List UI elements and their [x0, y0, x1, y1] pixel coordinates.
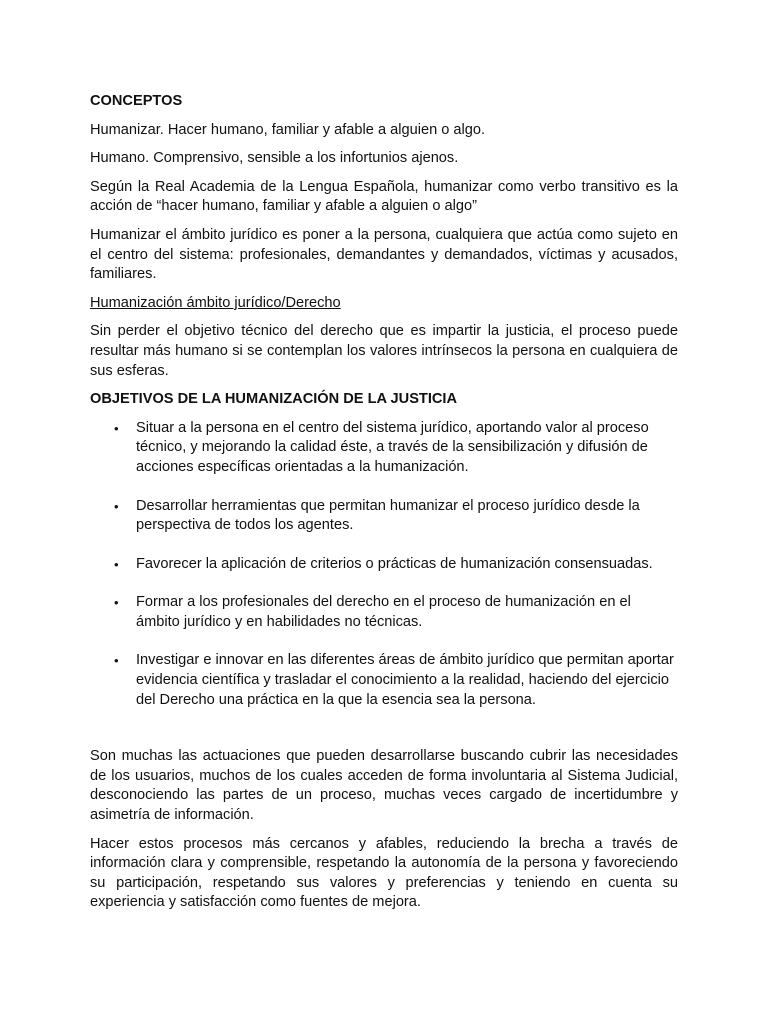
list-item — [90, 651, 678, 710]
bullet-icon: • — [114, 556, 119, 572]
heading-objectives: OBJETIVOS DE LA HUMANIZACIÓN DE LA JUSTICIA — [90, 391, 458, 408]
objective-text: Situar a la persona en el centro del sistema jurídico, aportando valor al proceso técnico, y mejorando la calidad éste, a través de la sensibilización y difusión de acciones específicas orientadas a la humanización. — [136, 419, 649, 475]
bullet-icon: • — [114, 420, 119, 436]
bullet-icon: • — [114, 595, 119, 611]
rae-paragraph: Según la Real Academia de la Lengua Española, humanizar como verbo transitivo es la acción de “hacer humano, familiar y afable a alguien o algo” — [90, 178, 678, 215]
actuaciones-paragraph: Son muchas las actuaciones que pueden desarrollarse buscando cubrir las necesidades de los usuarios, muchos de los cuales acceden de forma involuntaria al Sistema Judicial, desconociendo las partes de un proceso, muchas veces cargado de incertidumbre y asimetría de información. — [90, 748, 678, 824]
document-page — [90, 92, 678, 922]
ambito-juridico-paragraph: Humanizar el ámbito jurídico es poner a la persona, cualquiera que actúa como sujeto en el centro del sistema: profesionales, demandantes y demandados, víctimas y acusados, familiares. — [90, 226, 678, 283]
list-item — [90, 555, 678, 575]
definition-humanizar: Humanizar. Hacer humano, familiar y afable a alguien o algo. — [90, 121, 486, 138]
heading-concepts: CONCEPTOS — [90, 93, 183, 109]
objective-text: Favorecer la aplicación de criterios o prácticas de humanización consensuadas. — [136, 555, 653, 572]
objective-text: Formar a los profesionales del derecho en el proceso de humanización en el ámbito jurídico y en habilidades no técnicas. — [136, 594, 631, 630]
objective-text: Desarrollar herramientas que permitan humanizar el proceso jurídico desde la perspectiva de todos los agentes. — [136, 497, 640, 534]
bullet-icon: • — [114, 653, 119, 669]
bullet-icon: • — [114, 498, 119, 514]
list-item — [90, 419, 678, 478]
objectives-list — [90, 419, 678, 711]
definition-humano: Humano. Comprensivo, sensible a los infortunios ajenos. — [90, 150, 459, 167]
procesos-cercanos-paragraph: Hacer estos procesos más cercanos y afables, reduciendo la brecha a través de información clara y comprensible, respetando la autonomía de la persona y favoreciendo su participación, respetando sus valores y preferencias y teniendo en cuenta su experiencia y satisfacción como fuentes de mejora. — [90, 835, 678, 911]
list-item — [90, 497, 678, 536]
objetivo-tecnico-paragraph: Sin perder el objetivo técnico del derecho que es impartir la justicia, el proceso puede resultar más humano si se contemplan los valores intrínsecos la persona en cualquiera de sus esferas. — [90, 323, 678, 379]
objective-text: Investigar e innovar en las diferentes áreas de ámbito jurídico que permitan aportar evidencia científica y trasladar el conocimiento a la realidad, haciendo del ejercicio del Derecho una práctica en la que la esencia sea la persona. — [136, 652, 674, 708]
subheading-humanizacion-derecho: Humanización ámbito jurídico/Derecho — [90, 294, 341, 311]
list-item — [90, 593, 678, 632]
